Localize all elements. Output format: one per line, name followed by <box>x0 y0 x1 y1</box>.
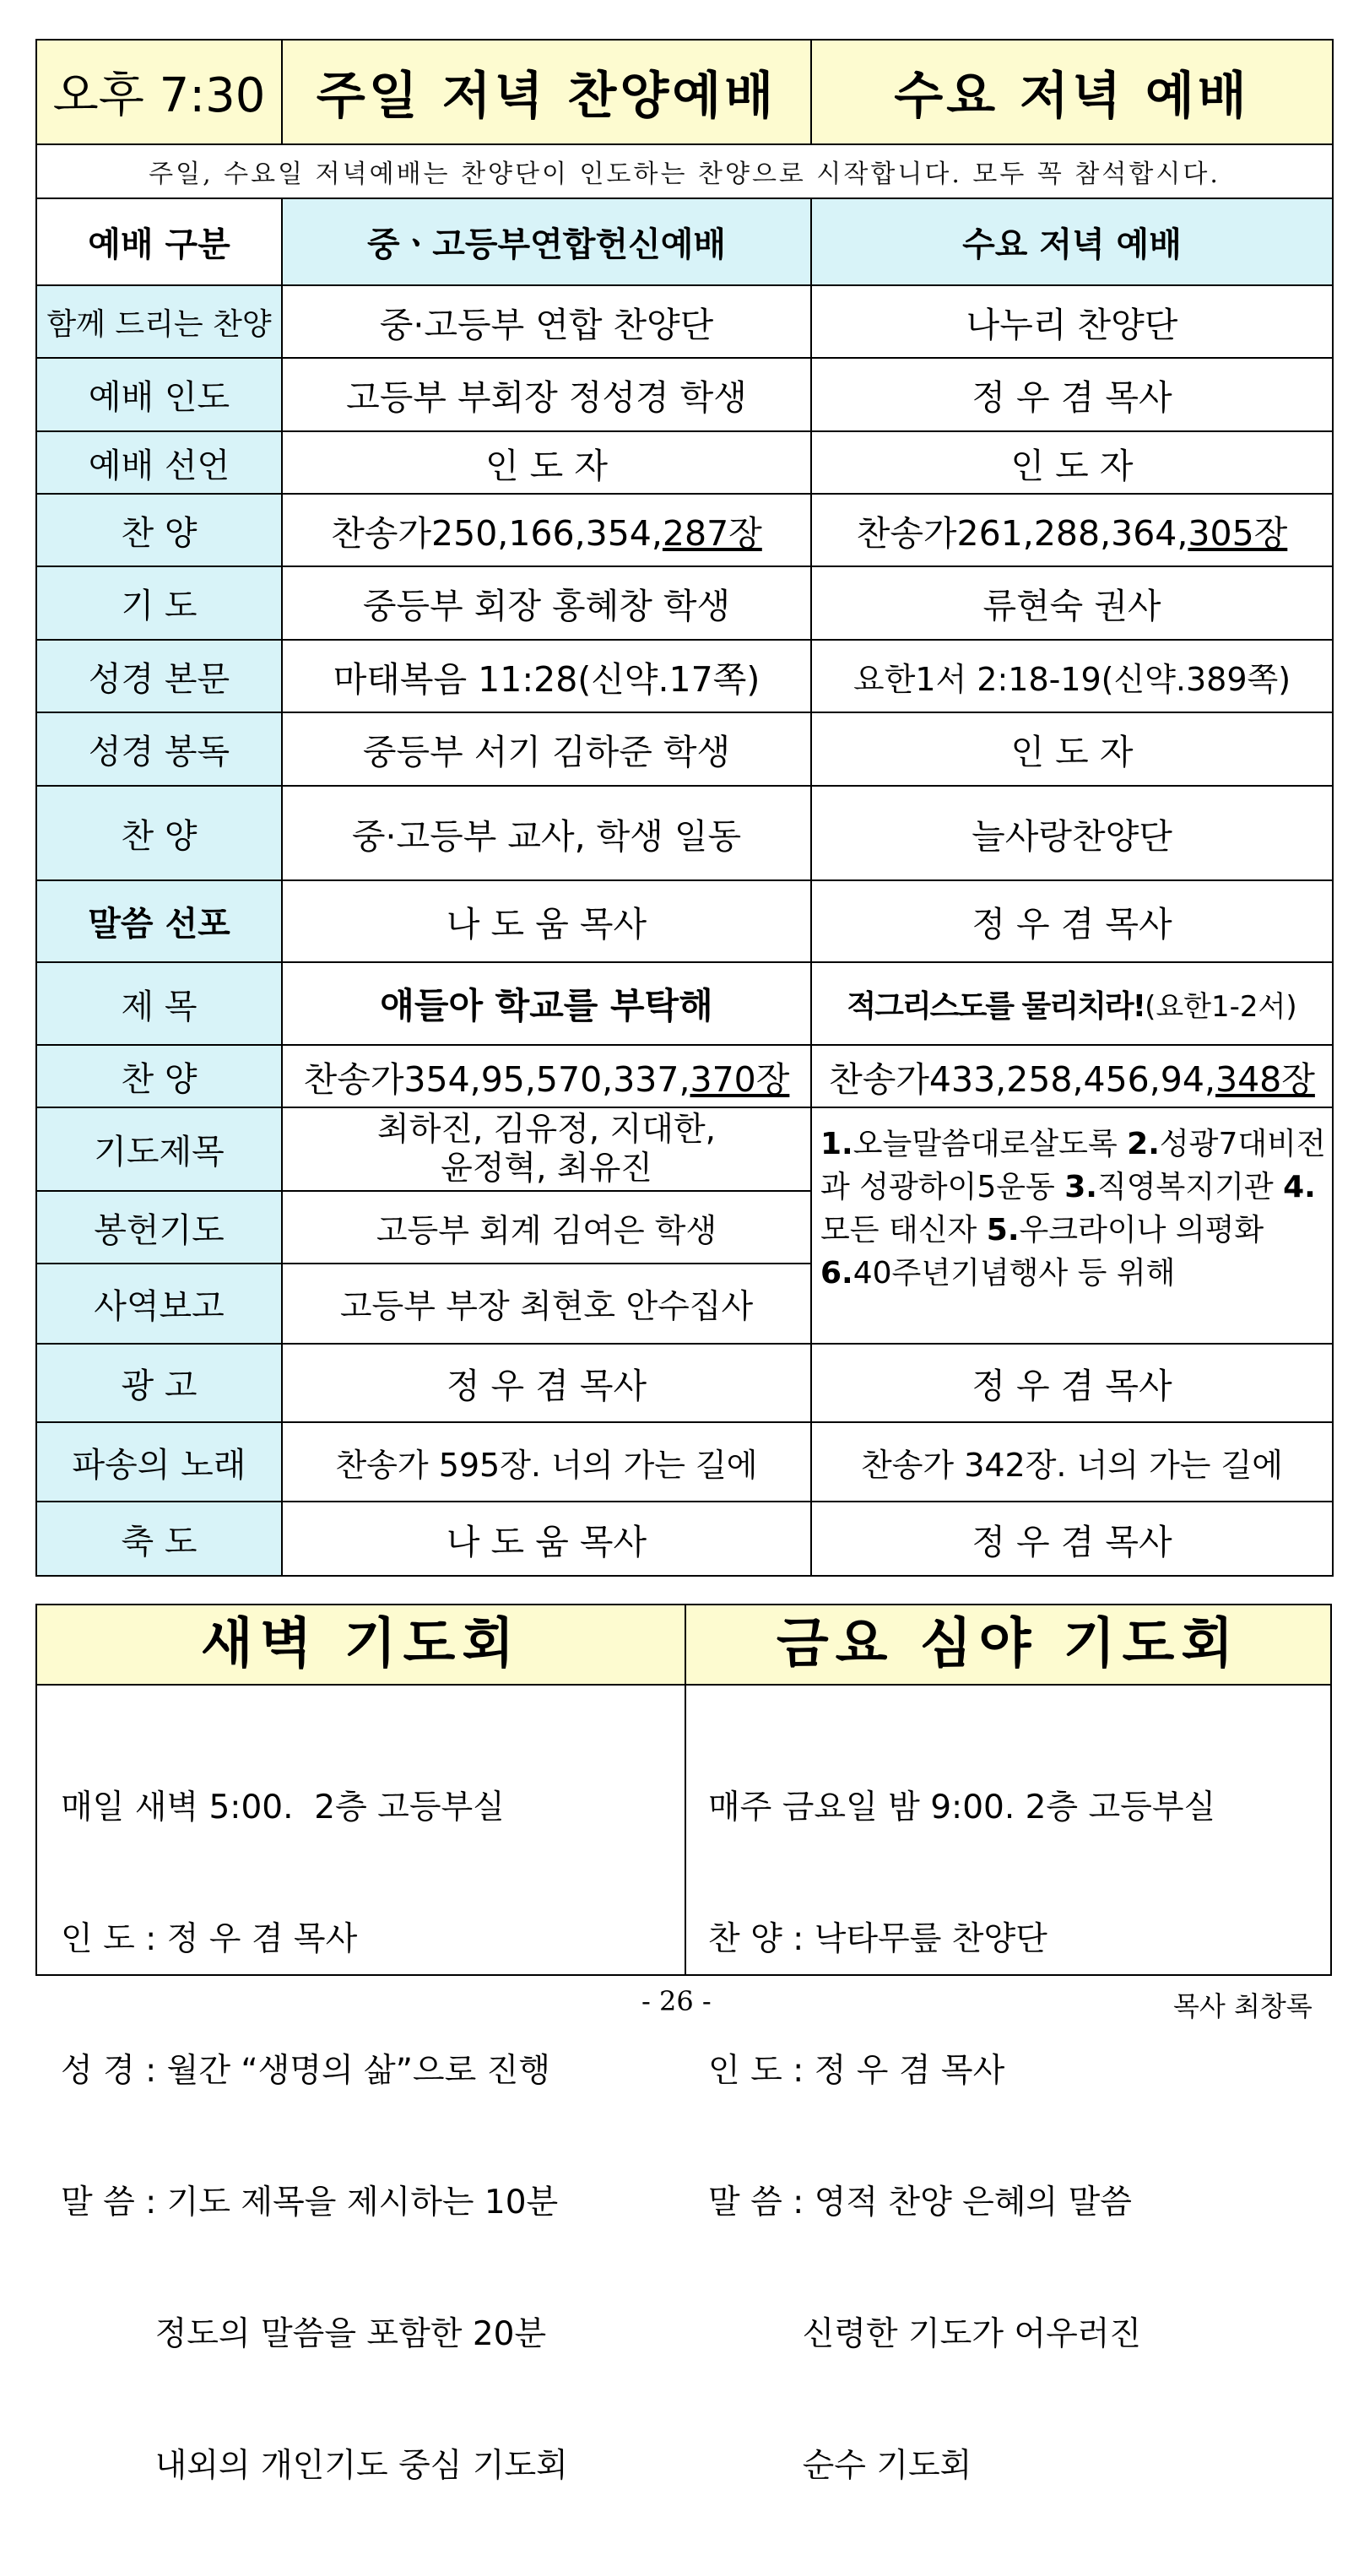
topic-text: 40주년기념행사 등 위해 <box>852 1256 1176 1291</box>
wednesday-cell <box>811 1045 1333 1107</box>
wednesday-cell: 정 우 겸 목사 <box>811 1502 1333 1576</box>
table-row <box>36 786 1333 880</box>
row-label: 제 목 <box>36 962 282 1045</box>
table-row <box>36 962 1333 1045</box>
topic-text: 우크라이나 의평화 <box>1019 1213 1264 1247</box>
friday-prayer-details <box>708 1698 1215 2576</box>
topic-number: 4. <box>1283 1170 1316 1204</box>
topic-text: 직영복지기관 <box>1096 1170 1284 1204</box>
wednesday-cell: 정 우 겸 목사 <box>811 358 1333 431</box>
hymn-last: 370장 <box>690 1058 790 1100</box>
sunday-title: 주일 저녁 찬양예배 <box>282 40 811 144</box>
wednesday-cell <box>811 494 1333 566</box>
row-label: 봉헌기도 <box>36 1191 282 1264</box>
detail-line: 매주 금요일 밤 9:00. 2층 고등부실 <box>708 1789 1216 1826</box>
hymn-numbers: 찬송가433,258,456,94, <box>829 1058 1215 1100</box>
sermon-title-ref: (요한1-2서) <box>1145 989 1297 1024</box>
detail-line: 정도의 말씀을 포함한 20분 <box>61 2315 547 2353</box>
sunday-cell: 중등부 회장 홍혜창 학생 <box>282 566 811 640</box>
evening-service-table <box>35 39 1334 1577</box>
topic-number: 1. <box>820 1127 853 1161</box>
sunday-cell: 찬송가 595장. 너의 가는 길에 <box>282 1422 811 1502</box>
hymn-numbers: 찬송가354,95,570,337, <box>303 1058 690 1100</box>
row-label: 기 도 <box>36 566 282 640</box>
detail-line: 성 경 : 월간 “생명의 삶”으로 진행 <box>61 2052 551 2090</box>
sunday-cell: 중등부 서기 김하준 학생 <box>282 712 811 786</box>
topic-number: 2. <box>1127 1127 1160 1161</box>
sunday-cell: 고등부 부장 최현호 안수집사 <box>282 1264 811 1344</box>
sunday-cell <box>282 494 811 566</box>
wednesday-cell: 늘사랑찬양단 <box>811 786 1333 880</box>
category-header: 예배 구분 <box>36 198 282 285</box>
sermon-title-bold: 적그리스도를 물리치라! <box>847 988 1145 1024</box>
detail-line: 말 씀 : 기도 제목을 제시하는 10분 <box>61 2184 559 2222</box>
row-label: 찬 양 <box>36 786 282 880</box>
wednesday-subheader: 수요 저녁 예배 <box>811 198 1333 285</box>
hymn-numbers: 찬송가250,166,354, <box>331 512 663 554</box>
detail-line: 인 도 : 정 우 겸 목사 <box>708 2052 1005 2090</box>
author-credit: 목사 최창록 <box>1173 1990 1313 2022</box>
sunday-cell: 중·고등부 연합 찬양단 <box>282 285 811 358</box>
wednesday-cell: 인 도 자 <box>811 431 1333 494</box>
dawn-prayer-details <box>61 1698 568 2576</box>
friday-prayer-title: 금요 심야 기도회 <box>686 1605 1330 1686</box>
table-row <box>36 1422 1333 1502</box>
detail-line: 찬 양 : 낙타무릎 찬양단 <box>708 1920 1047 1958</box>
row-label: 함께 드리는 찬양 <box>36 285 282 358</box>
table-row <box>36 566 1333 640</box>
row-label: 찬 양 <box>36 1045 282 1107</box>
table-row <box>36 494 1333 566</box>
detail-line: 인 도 : 정 우 겸 목사 <box>61 1920 358 1958</box>
wednesday-cell: 정 우 겸 목사 <box>811 880 1333 962</box>
wednesday-cell: 인 도 자 <box>811 712 1333 786</box>
sunday-cell <box>282 1107 811 1191</box>
topic-number: 3. <box>1064 1170 1097 1204</box>
table-row <box>36 1502 1333 1576</box>
row-label: 찬 양 <box>36 494 282 566</box>
sunday-cell: 마태복음 11:28(신약.17쪽) <box>282 640 811 712</box>
hymn-last: 287장 <box>662 512 762 554</box>
row-label: 예배 인도 <box>36 358 282 431</box>
wednesday-cell: 찬송가 342장. 너의 가는 길에 <box>811 1422 1333 1502</box>
table-row <box>36 431 1333 494</box>
wednesday-cell: 나누리 찬양단 <box>811 285 1333 358</box>
notice-text: 주일, 수요일 저녁예배는 찬양단이 인도하는 찬양으로 시작합니다. 모두 꼭 참석합시다. <box>36 144 1333 198</box>
topic-number: 5. <box>986 1213 1020 1247</box>
detail-line: 매일 새벽 5:00. 2층 고등부실 <box>61 1789 505 1826</box>
wednesday-cell: 류현숙 권사 <box>811 566 1333 640</box>
column-divider <box>685 1605 686 1974</box>
detail-line: 신령한 기도가 어우러진 <box>708 2315 1142 2353</box>
wednesday-cell: 요한1서 2:18-19(신약.389쪽) <box>811 640 1333 712</box>
sunday-cell: 나 도 움 목사 <box>282 1502 811 1576</box>
row-label: 사역보고 <box>36 1264 282 1344</box>
hymn-last: 348장 <box>1215 1058 1315 1100</box>
topic-text: 성광7대비전과 성광하이5운동 <box>820 1127 1326 1204</box>
sunday-cell <box>282 1045 811 1107</box>
detail-line: 말 씀 : 영적 찬양 은혜의 말씀 <box>708 2184 1132 2222</box>
row-label: 말씀 선포 <box>36 880 282 962</box>
subheader-row <box>36 198 1333 285</box>
table-row <box>36 285 1333 358</box>
page-number: - 26 - <box>641 1985 712 2017</box>
sunday-cell: 정 우 겸 목사 <box>282 1344 811 1422</box>
row-label: 성경 봉독 <box>36 712 282 786</box>
sunday-cell: 나 도 움 목사 <box>282 880 811 962</box>
wednesday-title: 수요 저녁 예배 <box>811 40 1333 144</box>
topic-number: 6. <box>820 1256 853 1291</box>
sunday-cell: 인 도 자 <box>282 431 811 494</box>
wednesday-cell: 정 우 겸 목사 <box>811 1344 1333 1422</box>
sunday-subheader: 중ㆍ고등부연합헌신예배 <box>282 198 811 285</box>
sunday-cell: 고등부 회계 김여은 학생 <box>282 1191 811 1264</box>
row-label: 기도제목 <box>36 1107 282 1191</box>
detail-line: 내외의 개인기도 중심 기도회 <box>61 2447 568 2485</box>
hymn-numbers: 찬송가261,288,364, <box>856 512 1188 554</box>
table-row <box>36 712 1333 786</box>
row-label: 광 고 <box>36 1344 282 1422</box>
table-row <box>36 358 1333 431</box>
table-row <box>36 640 1333 712</box>
row-label: 파송의 노래 <box>36 1422 282 1502</box>
sunday-cell: 고등부 부회장 정성경 학생 <box>282 358 811 431</box>
dawn-prayer-title: 새벽 기도회 <box>37 1605 685 1686</box>
sunday-cell: 중·고등부 교사, 학생 일동 <box>282 786 811 880</box>
sermon-title-wednesday <box>811 962 1333 1045</box>
detail-line: 순수 기도회 <box>708 2447 972 2485</box>
table-row <box>36 1107 1333 1191</box>
header-row <box>36 40 1333 144</box>
hymn-last: 305장 <box>1188 512 1288 554</box>
topic-text: 오늘말씀대로살도록 <box>852 1127 1128 1161</box>
sermon-title-sunday: 얘들아 학교를 부탁해 <box>282 962 811 1045</box>
prayer-names-line: 윤정혁, 최유진 <box>441 1149 652 1188</box>
service-time: 오후 7:30 <box>36 40 282 144</box>
topic-text: 모든 태신자 <box>820 1213 987 1247</box>
row-label: 축 도 <box>36 1502 282 1576</box>
row-label: 예배 선언 <box>36 431 282 494</box>
notice-row <box>36 144 1333 198</box>
row-label: 성경 본문 <box>36 640 282 712</box>
wednesday-prayer-topics <box>811 1107 1333 1344</box>
table-row <box>36 880 1333 962</box>
table-row <box>36 1344 1333 1422</box>
prayer-names-line: 최하진, 김유정, 지대한, <box>376 1110 717 1149</box>
table-row <box>36 1045 1333 1107</box>
